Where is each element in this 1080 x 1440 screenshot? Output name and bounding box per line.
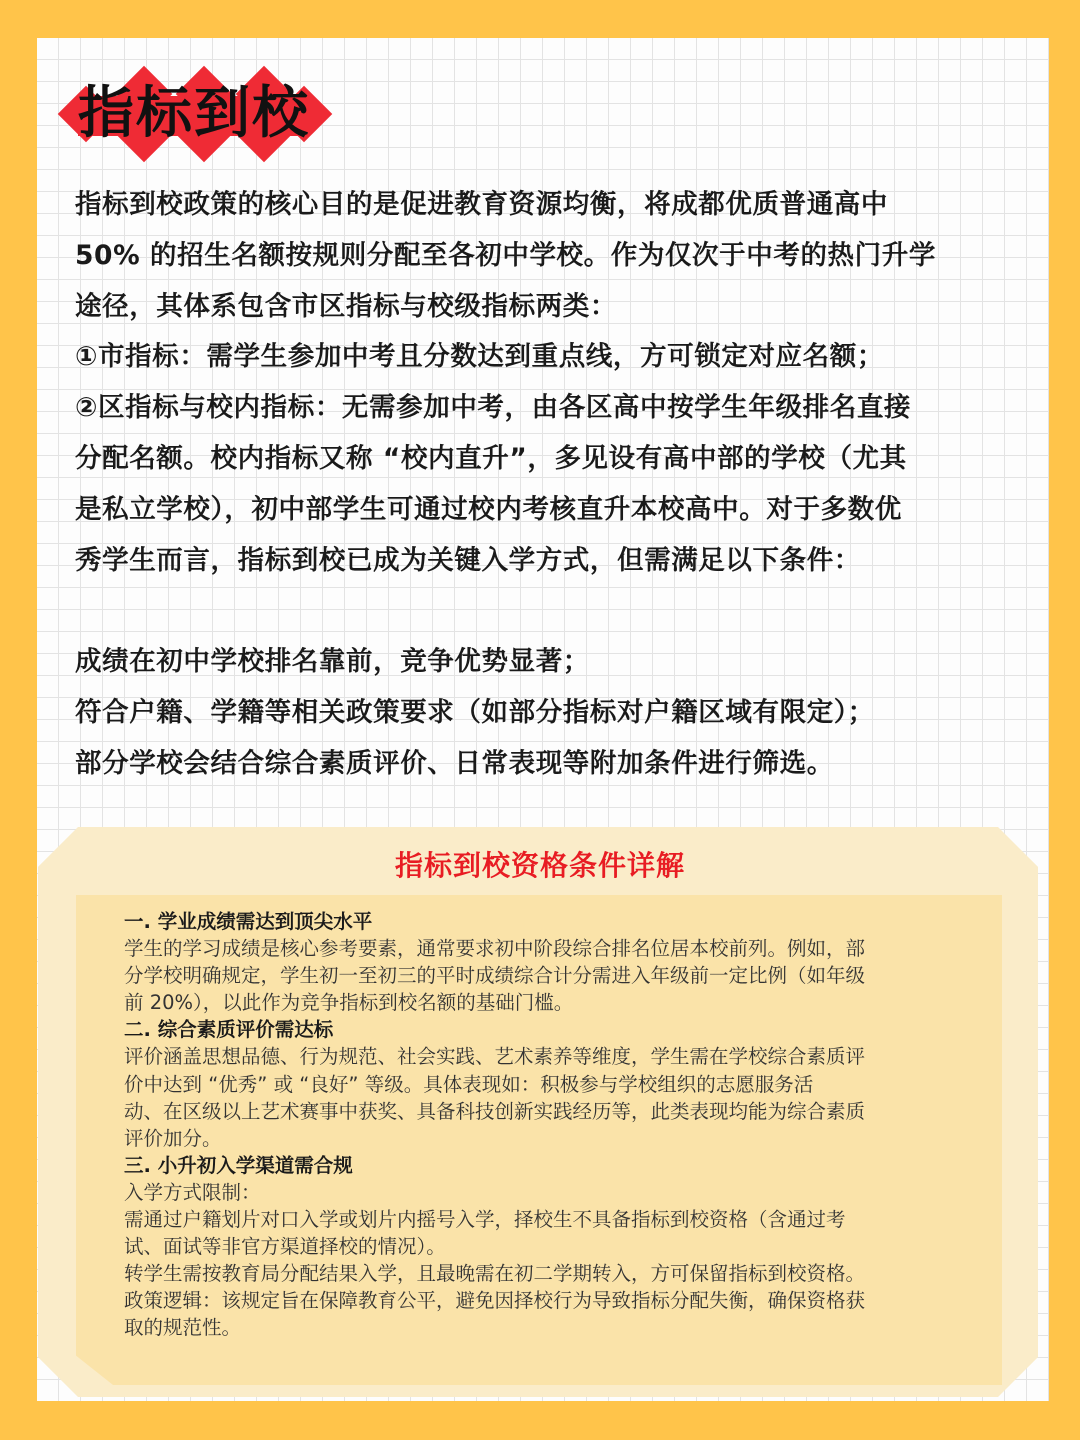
section-line: 入学方式限制： [124,1180,261,1204]
section-line: 前 20%），以此作为竞争指标到校名额的基础门槛。 [124,991,574,1015]
section-line: 试、面试等非官方渠道择校的情况）。 [124,1235,446,1259]
intro-line: 途径，其体系包含市区指标与校级指标两类： [75,290,617,322]
intro-line: 50% 的招生名额按规则分配至各初中学校。作为仅次于中考的热门升学 [75,239,936,271]
section-line: 政策逻辑：该规定旨在保障教育公平，避免因择校行为导致指标分配失衡，确保资格获 [124,1289,866,1313]
section-line: 评价加分。 [124,1126,222,1150]
section-line: 取的规范性。 [124,1316,242,1340]
section-line: 学生的学习成绩是核心参考要素，通常要求初中阶段综合排名位居本校前列。例如，部 [124,937,866,961]
panel-body [124,908,964,1342]
section-heading: 二. 综合素质评价需达标 [124,1018,334,1042]
title-badge [66,68,316,160]
section-line: 需通过户籍划片对口入学或划片内摇号入学，择校生不具备指标到校资格（含通过考 [124,1208,846,1232]
section-heading: 三. 小升初入学渠道需合规 [124,1153,353,1177]
condition-item: 部分学校会结合综合素质评价、日常表现等附加条件进行筛选。 [75,747,834,779]
section-line: 分学校明确规定，学生初一至初三的平时成绩综合计分需进入年级前一定比例（如年级 [124,964,866,988]
condition-item: 成绩在初中学校排名靠前，竞争优势显著； [75,646,590,678]
intro-line: 分配名额。校内指标又称 “校内直升”，多见设有高中部的学校（尤其 [75,442,907,474]
intro-line: 是私立学校），初中部学生可通过校内考核直升本校高中。对于多数优 [75,493,902,525]
intro-text [75,180,1015,790]
section-line: 转学生需按教育局分配结果入学，且最晚需在初二学期转入，方可保留指标到校资格。 [124,1262,866,1286]
intro-line: 指标到校政策的核心目的是促进教育资源均衡，将成都优质普通高中 [75,189,888,220]
condition-item: 符合户籍、学籍等相关政策要求（如部分指标对户籍区域有限定）； [75,696,875,728]
section-line: 动、在区级以上艺术赛事中获奖、具备科技创新实践经历等，此类表现均能为综合素质 [124,1099,866,1123]
section-line: 价中达到 “优秀” 或 “良好” 等级。具体表现如：积极参与学校组织的志愿服务活 [124,1072,814,1096]
panel-title: 指标到校资格条件详解 [394,849,685,882]
page-title: 指标到校 [78,81,310,146]
intro-line: ①市指标：需学生参加中考且分数达到重点线，方可锁定对应名额； [75,341,884,373]
section-heading: 一. 学业成绩需达到顶尖水平 [124,910,373,933]
intro-line: 秀学生而言，指标到校已成为关键入学方式，但需满足以下条件： [75,544,861,576]
intro-line: ②区指标与校内指标：无需参加中考，由各区高中按学生年级排名直接 [75,392,912,424]
section-line: 评价涵盖思想品德、行为规范、社会实践、艺术素养等维度，学生需在学校综合素质评 [124,1045,866,1069]
spacer [75,586,1015,637]
